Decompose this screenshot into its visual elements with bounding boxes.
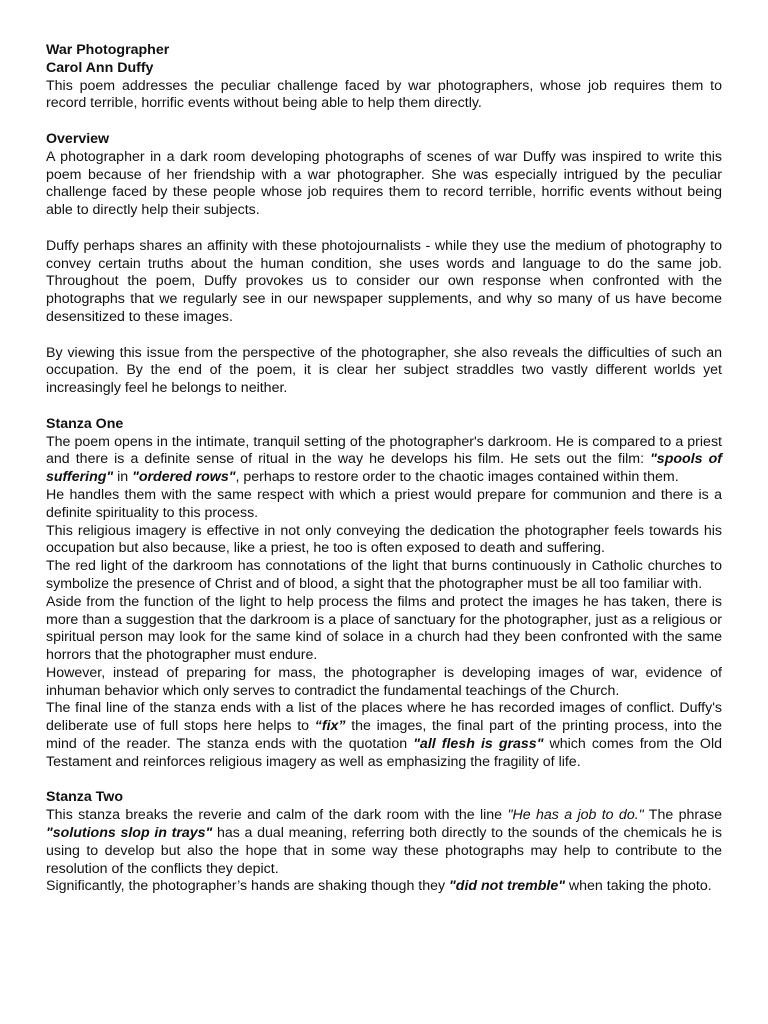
stanza-one-paragraph-5: Aside from the function of the light to help process the films and protect the images he has taken, there is more than a suggestion that the darkroom is a place of sanctuary for the photographer, just as a religious or spiritual person may look for the same kind of solace in a church had they been confronted with the same horrors that the photographer must endure. [46, 593, 722, 664]
stanza-two-paragraph-1: This stanza breaks the reverie and calm of the dark room with the line "He has a job to do." The phrase "solutions slop in trays" has a dual meaning, referring both directly to the sounds of the chemicals he is using to develop but also the hope that in some way these photographs may help to contribute to the resolution of the conflicts they depict. [46, 807, 722, 877]
quote-all-flesh-is-grass: "all flesh is grass" [413, 736, 544, 753]
stanza-one-paragraph-2: He handles them with the same respect with which a priest would prepare for communion and there is a definite spirituality to this process. [46, 486, 722, 521]
quote-spools-of-suffering: "spools of suffering" [46, 451, 722, 486]
stanza-one-paragraph-6: However, instead of preparing for mass, the photographer is developing images of war, evidence of inhuman behavior which only serves to contradict the fundamental teachings of the Church. [46, 664, 722, 699]
stanza-one-paragraph-1: The poem opens in the intimate, tranquil setting of the photographer's darkroom. He is compared to a priest and there is a definite sense of ritual in the way he develops his film. He sets out the film: "spools of suffering" in "ordered rows", perhaps to restore order to the chaotic images contained within them. [46, 433, 722, 486]
spacer [46, 113, 722, 131]
spacer [46, 398, 722, 416]
quote-did-not-tremble: "did not tremble" [449, 878, 565, 895]
overview-paragraph-3: By viewing this issue from the perspective of the photographer, she also reveals the difficulties of such an occupation. By the end of the poem, it is clear her subject straddles two vastly different worlds yet increasingly feel he belongs to neither. [46, 344, 722, 397]
intro-paragraph: This poem addresses the peculiar challenge faced by war photographers, whose job requires them to record terrible, horrific events without being able to help them directly. [46, 77, 722, 112]
document-page [46, 42, 722, 896]
stanza-two-paragraph-2: Significantly, the photographer’s hands are shaking though they "did not tremble" when taking the photo. [46, 878, 712, 895]
overview-paragraph-2: Duffy perhaps shares an affinity with these photojournalists - while they use the medium of photography to convey certain truths about the human condition, she uses words and language to do the same job. Throughout the poem, Duffy provokes us to consider our own response when confronted with the photographs that we regularly see in our newspaper supplements, and why so many of us have become desensitized to these images. [46, 237, 722, 325]
spacer [46, 772, 722, 790]
spacer [46, 327, 722, 345]
stanza-one-heading: Stanza One [46, 415, 124, 432]
stanza-one-paragraph-3: This religious imagery is effective in not only conveying the dedication the photographer feels towards his occupation but also because, like a priest, he too is often exposed to death and suffering. [46, 522, 722, 557]
overview-paragraph-1: A photographer in a dark room developing photographs of scenes of war Duffy was inspired to write this poem because of her friendship with a war photographer. She was especially intrigued by the peculiar challenge faced by these people whose job requires them to record terrible, horrific events without being able to directly help their subjects. [46, 148, 722, 219]
quote-ordered-rows: "ordered rows" [132, 469, 236, 486]
stanza-two-heading: Stanza Two [46, 789, 123, 806]
quote-he-has-a-job-to-do: "He has a job to do." [507, 807, 644, 824]
quote-fix: “fix” [314, 718, 346, 735]
stanza-one-paragraph-4: The red light of the darkroom has connotations of the light that burns continuously in Catholic churches to symbolize the presence of Christ and of blood, a sight that the photographer must be all too familiar with. [46, 558, 722, 592]
quote-solutions-slop-in-trays: "solutions slop in trays" [46, 825, 213, 842]
spacer [46, 220, 722, 238]
overview-heading: Overview [46, 130, 110, 147]
document-author: Carol Ann Duffy [46, 59, 154, 76]
stanza-one-paragraph-7: The final line of the stanza ends with a list of the places where he has recorded images of conflict. Duffy's deliberate use of full stops here helps to “fix” the images, the final part of the printing process, into the mind of the reader. The stanza ends with the quotation "all flesh is grass" which comes from the Old Testament and reinforces religious imagery as well as emphasizing the fragility of life. [46, 700, 722, 770]
document-title: War Photographer [46, 42, 170, 58]
